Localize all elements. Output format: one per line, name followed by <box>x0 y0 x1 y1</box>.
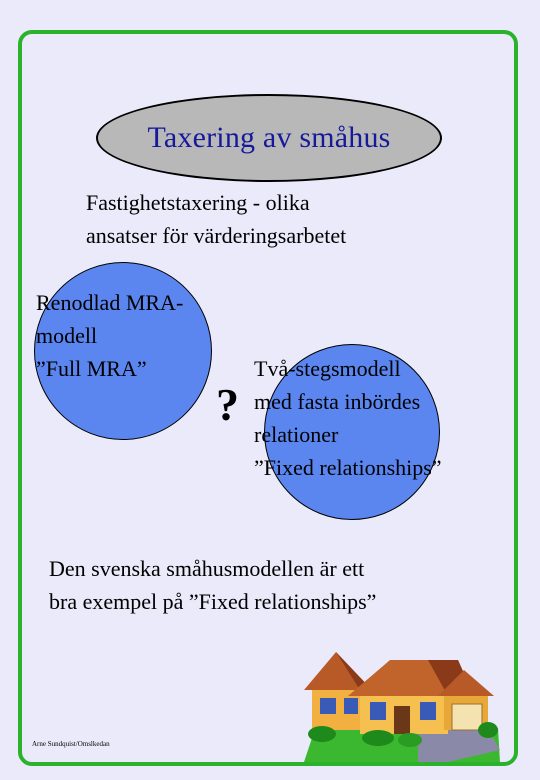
full-mra-line: ”Full MRA” <box>36 356 147 381</box>
title-ellipse <box>96 94 442 182</box>
fixed-relationships-line: med fasta inbördes <box>254 389 421 414</box>
fixed-relationships-line: Två-stegsmodell <box>254 356 401 381</box>
question-mark: ? <box>216 379 239 430</box>
bush <box>398 733 422 747</box>
subtitle-line: ansatser för värderingsarbetet <box>86 223 347 248</box>
full-mra-label <box>36 286 183 385</box>
garage-door <box>452 704 482 730</box>
subtitle-line: Fastighetstaxering - olika <box>86 190 310 215</box>
subtitle <box>86 186 346 252</box>
bush <box>478 722 498 738</box>
bush <box>308 726 336 742</box>
fixed-relationships-label <box>254 352 442 484</box>
footer-credit: Arne Sundquist/Omslkedan <box>32 740 110 748</box>
full-mra-line: Renodlad MRA- <box>36 290 184 315</box>
window <box>320 698 336 714</box>
conclusion <box>49 552 376 618</box>
fixed-relationships-line: ”Fixed relationships” <box>254 455 442 480</box>
conclusion-line: Den svenska småhusmodellen är ett <box>49 556 365 581</box>
window <box>420 702 436 720</box>
house-illustration <box>298 630 500 762</box>
fixed-relationships-line: relationer <box>254 422 339 447</box>
slide-title: Taxering av småhus <box>147 121 391 154</box>
conclusion-line: bra exempel på ”Fixed relationships” <box>49 589 377 614</box>
full-mra-line: modell <box>36 323 98 348</box>
window <box>370 702 386 720</box>
window <box>344 698 358 714</box>
door <box>394 706 410 734</box>
bush <box>362 730 394 746</box>
